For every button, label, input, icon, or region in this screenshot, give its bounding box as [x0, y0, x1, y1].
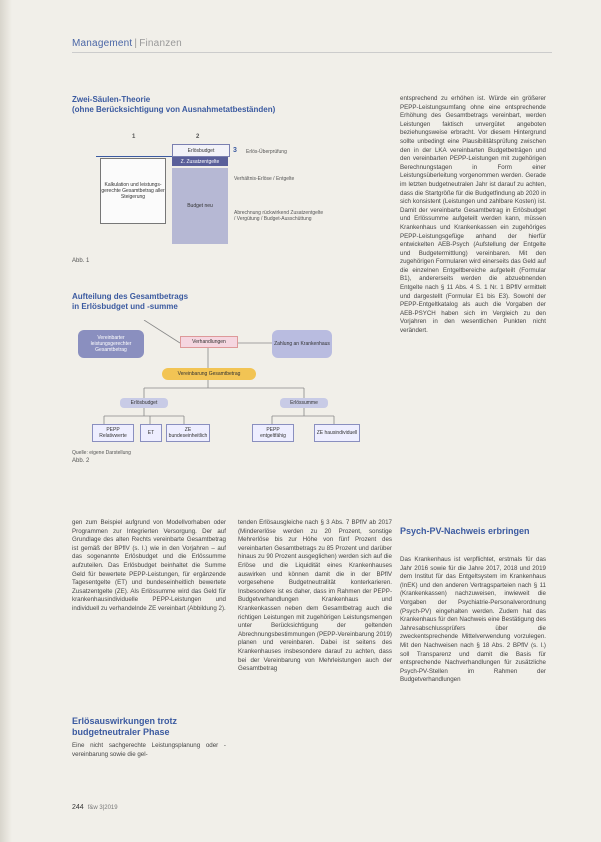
- figure1-notes: Abrechnung rückwirkend Zusatzentgelte / Vergütung / Budget-Ausschüttung: [234, 210, 324, 222]
- column3-paragraph2: Das Krankenhaus ist verpflichtet, erstmals für das Jahr 2016 sowie für die Jahre 2017, 2018 und 2019 dem Institut für das Entgeltsystem im Krankenhaus (InEK) und den anderen Vertragsparteien nach § 11 (Krankenkassen) nachzuweisen, inwieweit die Vorgaben der Psychiatrie-Personalverordnung (Psych-PV) eingehalten werden. Zudem hat das Krankenhaus für den Nachweis eine Bestätigung des Jahresabschlussprüfers über die zweckentsprechende Mittelverwendung vorzulegen. Mit den Nachweisen nach § 18 Abs. 2 BPflV (s. I.) soll Transparenz und damit die Basis für entsprechende Nachverhandlungen für zusätzliche Psych-PV-Stellen im Rahmen der Budgetverhandlungen: [400, 556, 546, 684]
- figure2-box-gesamtbetrag: Vereinbarter leistungsgerechter Gesamtbetrag: [78, 330, 144, 358]
- figure2-box-verhandlungen: Verhandlungen: [180, 336, 238, 348]
- magazine-issue: f&w 3|2019: [87, 805, 118, 811]
- figure1-col2-number: 2: [196, 134, 200, 140]
- figure1-col1-number: 1: [132, 134, 136, 140]
- figure2-title: [72, 292, 188, 312]
- figure1-title-line1: Zwei-Säulen-Theorie: [72, 95, 151, 104]
- figure1-col2-box: Budget neu: [172, 168, 228, 244]
- figure1-title-line2: (ohne Berücksichtigung von Ausnahmetatbeständen): [72, 105, 276, 114]
- figure1-col1-box: Kalkulation und leistungs-gerechte Gesamtbetrag aller Steigerung: [100, 158, 166, 224]
- page-edge-shadow: [0, 0, 12, 842]
- page-footer: [72, 804, 118, 811]
- header-rule: [72, 52, 552, 53]
- column3-text2: [400, 556, 546, 685]
- figure1-col2-head: Erlösbudget: [172, 144, 230, 157]
- header-section: Management: [72, 38, 133, 49]
- figure2-title-line1: Aufteilung des Gesamtbetrags: [72, 292, 189, 301]
- column1-paragraph: gen zum Beispiel aufgrund von Modellvorhaben oder Programmen zur Integrierten Versorgung. Der auf Grundlage des alten Rechts vereinbarte Gesamtbetrag ist gemäß der BPflV (s. I.) wie in den Vorjahren – auf das sogenannte Erlösbudget und die Erlössumme aufzuteilen. Das Erlösbudget beinhaltet die Summe Geld für bewertete PEPP-Leistungen, für ergänzende Tagesentgelte (ET) und bundeseinheitlich bewertete Zusatzentgelte (ZE). Als Erlössumme wird das Geld für krankenhausindividuelle PEPP-Leistungen und individuell zu verhandelnde ZE vereinbart (Abbildung 2).: [72, 519, 226, 612]
- column2-paragraph: tenden Erlösausgleiche nach § 3 Abs. 7 BPflV ab 2017 (Mindererlöse werden zu 20 Prozent, sonstige Mehrerlöse bis zur Höhe von fünf Prozent des vereinbarten Gesamtbetrags zu 85 Prozent und darüber hinaus zu 90 Prozent ausgeglichen) werden sich auf die Erlöse und die Liquidität eines Krankenhauses auswirken und können damit die in der BPflV vorgesehene Budgetneutralität konterkarieren. Insbesondere ist es daher, dass im Rahmen der PEPP-Budgetverhandlungen Krankenhaus und Krankenkassen neben dem Gesamtbetrag auch die richtigen Leistungen mit zugehörigen Leistungsmengen unter Berücksichtigung der geltenden Abrechnungsbestimmungen (PEPP-Vereinbarung 2019) planen und vereinbaren. Dabei ist seitens des Krankenhauses insbesondere darauf zu achten, dass bei der Vereinbarung von Mehrleistungen auch der Gesamtbetrag: [238, 519, 392, 673]
- figure1-col2-sub: Z. Zusatzentgelte: [172, 157, 228, 166]
- figure2-leaf-pepp: PEPP Relativwerte: [92, 424, 134, 442]
- figure2-title-line2: in Erlösbudget und -summe: [72, 302, 178, 311]
- figure2-caption: Abb. 2: [72, 458, 90, 464]
- figure2-box-erloessumme: Erlössumme: [280, 398, 328, 408]
- column1-paragraph2: Eine nicht sachgerechte Leistungsplanung oder -vereinbarung sowie die gel-: [72, 742, 226, 758]
- figure1-label3: Erlös-Überprüfung: [246, 149, 287, 155]
- figure2-notes: Quelle: eigene Darstellung: [72, 450, 131, 456]
- figure1-col3-number: 3: [233, 147, 237, 154]
- running-header: Management | Finanzen: [72, 38, 182, 49]
- column1-heading: Erlösauswirkungen trotz budgetneutraler Phase: [72, 716, 178, 737]
- figure2-leaf-ze-bund: ZE bundeseinheitlich: [166, 424, 210, 442]
- figure2-leaf-et: ET: [140, 424, 162, 442]
- header-subsection: Finanzen: [139, 38, 182, 49]
- figure2-box-erloesbudget: Erlösbudget: [120, 398, 168, 408]
- column3-text: [400, 95, 546, 336]
- figure2-leaf-pepp-entgelt: PEPP entgeltfähig: [252, 424, 294, 442]
- page-number: 244: [72, 804, 84, 811]
- column1-text: [72, 519, 226, 614]
- column3-paragraph: entsprechend zu erhöhen ist. Würde ein größerer PEPP-Leistungsumfang ohne eine entsprechende Erhöhung des Gesamtbetrags vereinbart, werden Leistungen faktisch unvergütet angeboten beziehungsweise erbracht. Vor diesem Hintergrund sollte unbedingt eine Plausibilitätsprüfung zwischen den in der LKA vereinbarten Budgetbeträgen und den vereinbarten PEPP-Leistungen mit zugehörigen Berechnungstagen in Form einer Leistungsüberleitung vorgenommen werden. Gerade im letzten budgetneutralen Jahr ist darauf zu achten, dass die Startgröße für die Budgetfindung ab 2020 in sich konsistent (Leistungen und zahlbare Kosten) ist. Damit der vereinbarte Gesamtbetrag in Erlösbudget und Erlössumme aufgeteilt werden kann, müssen Krankenhaus und Krankenkassen ein zugehöriges PEPP-Leistungsgefüge anhand der hierfür entwickelten AEB-Psych (Aufstellung der Entgelte und Budgetermittlung) vereinbaren. Mit den zugehörigen Formularen wird einerseits das Geld auf die einzelnen Entgeltbereiche aufgeteilt (Formular B1), andererseits werden die abzuebnenden Entgelte nach § 11 Abs. 4 S. 1 Nr. 1 BPflV ermittelt und dargestellt (Formular E1 bis E3). Sowohl der PEPP-Entgeltkatalog als auch die Vorgaben der AEB-PSYCH haben sich im Vergleich zu den Vorjahren in den wesentlichen Punkten nicht verändert.: [400, 95, 546, 335]
- figure1-right-label: Verhältnis-Erlöse / Entgelte: [234, 176, 295, 182]
- figure2-leaf-ze-haus: ZE hausindividuell: [314, 424, 360, 442]
- figure2-box-vereinbarung: Vereinbarung Gesamtbetrag: [162, 368, 256, 380]
- figure1-caption: Abb. 1: [72, 258, 90, 264]
- column1-text2: [72, 742, 226, 759]
- column2-text: [238, 519, 392, 674]
- figure1-title: [72, 95, 275, 115]
- figure2-box-zahlung: Zahlung an Krankenhaus: [272, 330, 332, 358]
- column3-heading: Psych-PV-Nachweis erbringen: [400, 526, 530, 536]
